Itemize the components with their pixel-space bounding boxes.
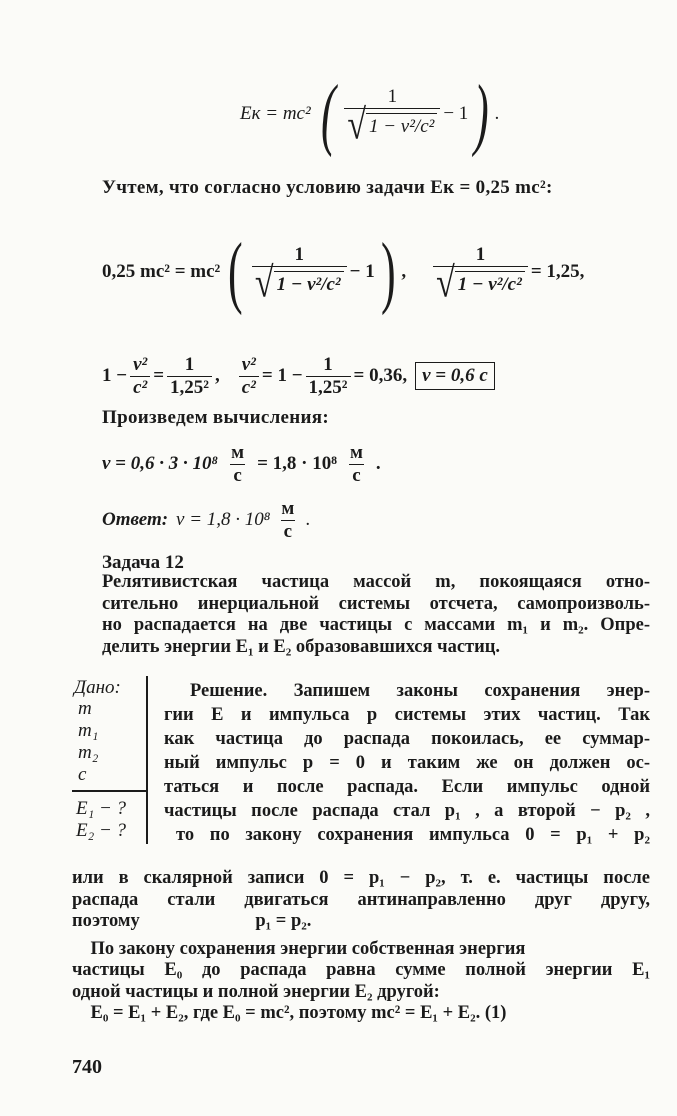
given-item: c: [78, 764, 87, 785]
boxed-result: v = 0,6 c: [415, 362, 495, 390]
page-number: 740: [72, 1056, 102, 1078]
solution-line: гии E и импульса p системы этих частиц. Так: [164, 705, 650, 725]
formula-ek-tail: − 1: [443, 103, 469, 124]
formula-solve-v2c2-a: [130, 354, 150, 399]
answer-label: Ответ:: [102, 509, 169, 530]
text-compute: Произведем вычисления:: [102, 407, 329, 428]
part2-numerator: 1: [323, 353, 333, 375]
given-label: Дано:: [74, 677, 121, 698]
formula-kinetic-energy: [240, 62, 500, 166]
formula-gamma-denominator: [433, 259, 528, 306]
body-line: или в скалярной записи 0 = p₁ − p₂, т. е. частицы после: [72, 868, 650, 888]
body-line: распада стали двигаться антинаправленно друг другу,: [72, 889, 650, 910]
formula-solve-eq-frac: [167, 354, 212, 399]
answer-end: .: [305, 509, 311, 530]
given-item: m₁: [78, 720, 99, 741]
sqrt-symbol: √ 1 − v²/c²: [436, 267, 525, 301]
given-divider-vertical: [146, 676, 148, 844]
formula-gamma-numerator: 1: [475, 243, 486, 265]
formula-compute-end: .: [375, 453, 381, 474]
formula-solve-part2-frac: [306, 354, 351, 399]
answer: [102, 492, 310, 548]
equals-sign: =: [153, 365, 165, 386]
body-line: По закону сохранения энергии собственная энергия: [72, 938, 526, 959]
given-divider-horizontal: [72, 790, 147, 792]
body-line: одной частицы и полной энергии E₂ другой:: [72, 981, 440, 1002]
formula-gamma-fraction: [433, 243, 528, 306]
formula-ek-lhs: Eк = mc²: [240, 103, 311, 124]
formula-compute: [102, 436, 381, 492]
solution-line: ный импульс p = 0 и таким же он должен ос-: [164, 753, 650, 773]
find-item: E₁ − ?: [76, 798, 127, 819]
formula-solve: [102, 348, 495, 404]
task-text: [102, 572, 650, 658]
formula-condition-fraction: [252, 243, 347, 306]
solution-line: частицы после распада стал p₁ , а второй − p₂ ,: [164, 801, 650, 821]
unit-numerator: м: [281, 497, 295, 519]
formula-ek-numerator: 1: [387, 85, 398, 107]
left-parenthesis: (: [228, 228, 243, 316]
given-item: m: [78, 698, 92, 719]
v2-numerator: v²: [241, 353, 256, 375]
unit-numerator: м: [349, 441, 363, 463]
formula-solve-one-minus: 1 −: [102, 365, 128, 386]
c2-denominator: c²: [130, 376, 150, 399]
v2-numerator: v²: [133, 353, 148, 375]
task-line: но распадается на две частицы с массами m₁ и m₂. Опре-: [102, 615, 650, 635]
formula-condition-rhs: = 1,25,: [530, 261, 585, 282]
formula-ek-denominator: [344, 101, 440, 148]
formula-solve-v2c2-b: [239, 354, 259, 399]
formula-condition-numerator: 1: [294, 243, 304, 265]
task-title: Задача 12: [102, 552, 184, 573]
body-line: частицы E₀ до распада равна сумме полной энергии E₁: [72, 960, 650, 980]
formula-solve-comma: ,: [215, 365, 220, 386]
unit-numerator: м: [231, 441, 245, 463]
task-line: делить энергии E₁ и E₂ образовавшихся частиц.: [102, 636, 501, 657]
right-parenthesis: ): [474, 70, 489, 158]
body-line: поэтому p₁ = p₂.: [72, 911, 312, 931]
solution-line: то по закону сохранения импульса 0 = p₁ + p₂: [176, 825, 650, 845]
task-line: сительно инерциальной системы отсчета, самопроизволь-: [102, 593, 650, 614]
right-parenthesis: ): [380, 228, 396, 316]
formula-condition: [102, 220, 584, 324]
task-line: Релятивистская частица массой m, покоящаяся отно-: [102, 572, 650, 592]
solution-line: Решение. Запишем законы сохранения энер-: [190, 681, 650, 701]
solution-line: как частица до распада покоилась, ее суммар-: [164, 729, 650, 749]
formula-ek-fraction: [344, 85, 440, 148]
formula-ek-end: .: [494, 103, 500, 124]
eq-denominator: 1,25²: [167, 376, 212, 399]
formula-condition-tail: − 1: [349, 261, 375, 282]
formula-condition-sep: ,: [401, 261, 407, 282]
body-line: E₀ = E₁ + E₂, где E₀ = mc², поэтому mc² = E₁ + E₂. (1): [72, 1003, 507, 1023]
unit-denominator: с: [281, 520, 295, 543]
unit-fraction: [347, 442, 366, 487]
body-text: [72, 868, 650, 1025]
text-condition: Учтем, что согласно условию задачи Eк = 0,25 mc²:: [102, 177, 553, 198]
formula-compute-mid: = 1,8 · 10⁸: [257, 453, 337, 474]
part2-denominator: 1,25²: [306, 376, 351, 399]
c2-denominator: c²: [239, 376, 259, 399]
unit-fraction: [228, 442, 247, 487]
eq-numerator: 1: [184, 353, 195, 375]
formula-compute-lhs: v = 0,6 · 3 · 10⁸: [102, 453, 219, 474]
solution-text: [164, 679, 650, 847]
sqrt-symbol: √ 1 − v²/c²: [347, 109, 437, 143]
left-parenthesis: (: [320, 70, 336, 158]
unit-denominator: с: [349, 464, 363, 487]
answer-value: v = 1,8 · 10⁸: [176, 509, 271, 530]
formula-solve-part2-eq: = 1 −: [261, 365, 303, 386]
sqrt-symbol: √ 1 − v²/c²: [255, 267, 344, 301]
formula-condition-denominator: [252, 259, 347, 306]
formula-solve-result: = 0,36,: [353, 365, 408, 386]
solution-line: таться и после распада. Если импульс одной: [164, 777, 650, 797]
given-item: m₂: [78, 742, 99, 763]
unit-fraction: [278, 498, 297, 543]
unit-denominator: с: [230, 464, 244, 487]
formula-condition-lhs: 0,25 mc² = mc²: [102, 261, 221, 282]
find-item: E₂ − ?: [76, 820, 127, 841]
